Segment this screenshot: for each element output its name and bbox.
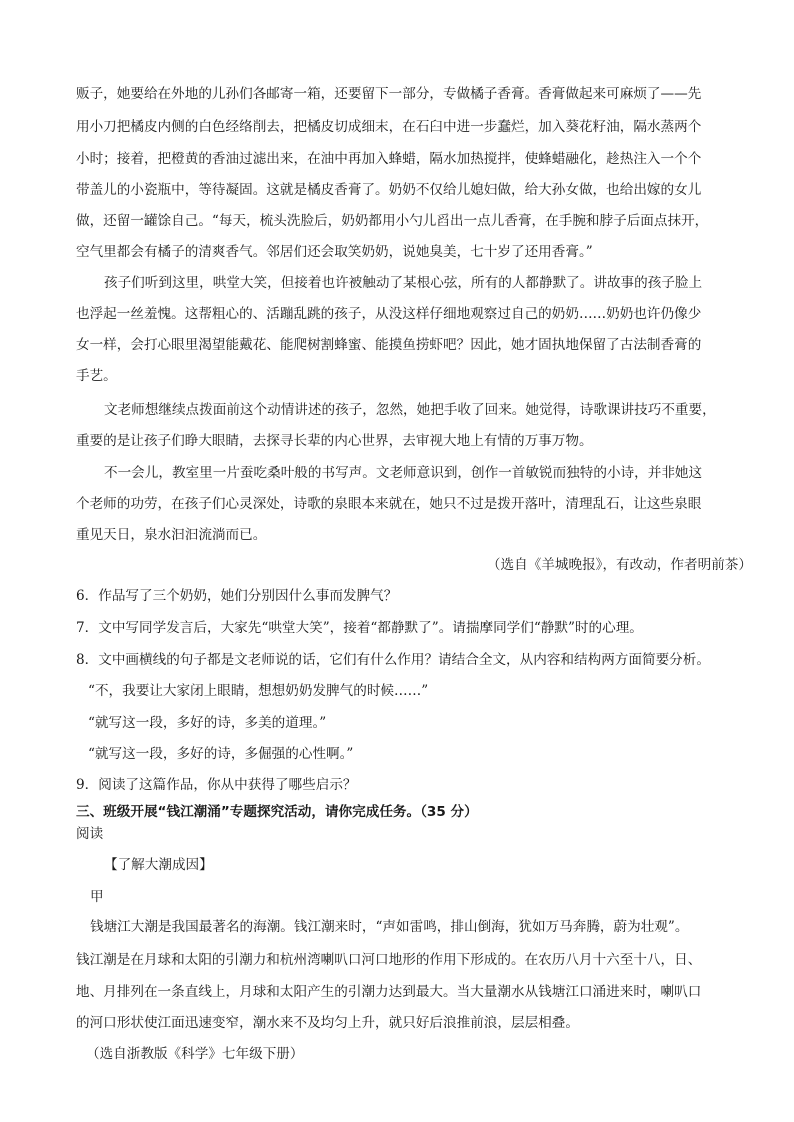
text-line: 女一样，会打心眼里渴望能戴花、能爬树割蜂蜜、能摸鱼捞虾吧？因此，她才固执地保留了古法制香膏的 bbox=[76, 337, 702, 353]
story-source: （选自《羊城晚报》，有改动，作者明前茶） bbox=[486, 557, 752, 573]
text-line: 重要的是让孩子们睁大眼睛，去探寻长辈的内心世界，去审视大地上有情的万事万物。 bbox=[76, 433, 593, 449]
question-8-quote: “就写这一段，多好的诗，多倔强的心性啊。” bbox=[88, 746, 354, 762]
text-line: 贩子，她要给在外地的儿孙们各邮寄一箱，还要留下一部分，专做橘子香膏。香膏做起来可麻烦了——先 bbox=[76, 86, 702, 102]
text-line: 文老师想继续点拨面前这个动情讲述的孩子，忽然，她把手收了回来。她觉得，诗歌课讲技巧不重要， bbox=[104, 402, 716, 418]
text-line: 钱塘江大潮是我国最著名的海潮。钱江潮来时，“声如雷鸣，排山倒海，犹如万马奔腾，蔚为壮观”。 bbox=[90, 919, 689, 935]
text-line: 孩子们听到这里，哄堂大笑，但接着也许被触动了某根心弦，所有的人都静默了。讲故事的孩子脸上 bbox=[104, 275, 703, 291]
text-line: 个老师的功劳，在孩子们心灵深处，诗歌的泉眼本来就在，她只不过是拨开落叶，清理乱石，让这些泉眼 bbox=[76, 496, 702, 512]
text-line: 小时；接着，把橙黄的香油过滤出来，在油中再加入蜂蜡，隔水加热搅拌，使蜂蜡融化，趁热注入一个个 bbox=[76, 151, 702, 167]
text-line: 的河口形状使江面迅速变窄，潮水来不及均匀上升，就只好后浪推前浪，层层相叠。 bbox=[76, 1015, 579, 1031]
question-8: 8．文中画横线的句子都是文老师说的话，它们有什么作用？请结合全文，从内容和结构两方面简要分析。 bbox=[76, 652, 710, 668]
text-line: 手艺。 bbox=[76, 368, 117, 384]
question-8-quote: “就写这一段，多好的诗，多美的道理。” bbox=[88, 715, 327, 731]
text-line: 做，还留一罐馀自己。“每天，梳头洗脸后，奶奶都用小勺儿舀出一点儿香膏，在手腕和脖子后面点抹开， bbox=[76, 213, 709, 229]
question-6: 6．作品写了三个奶奶，她们分别因什么事而发脾气？ bbox=[76, 588, 398, 604]
text-line: 带盖儿的小瓷瓶中，等待凝固。这就是橘皮香膏了。奶奶不仅给儿媳妇做，给大孙女做，也给出嫁的女儿 bbox=[76, 182, 702, 198]
text-line: 用小刀把橘皮内侧的白色经络削去，把橘皮切成细末，在石臼中进一步蠢烂，加入葵花籽油，隔水蒸两个 bbox=[76, 119, 702, 135]
subheading: 【了解大潮成因】 bbox=[104, 857, 213, 873]
question-7: 7．文中写同学发言后，大家先“哄堂大笑”，接着“都静默了”。请揣摩同学们“静默”时的心理。 bbox=[76, 620, 643, 636]
text-line: 也浮起一丝羞愧。这帮粗心的、活蹦乱跳的孩子，从没这样仔细地观察过自己的奶奶……奶奶也许仍像少 bbox=[76, 306, 702, 322]
part-label-jia: 甲 bbox=[90, 889, 104, 905]
text-line: 空气里都会有橘子的清爽香气。邻居们还会取笑奶奶，说她臭美，七十岁了还用香膏。” bbox=[76, 244, 593, 260]
question-9: 9．阅读了这篇作品，你从中获得了哪些启示？ bbox=[76, 777, 357, 793]
text-line: 重见天日，泉水汩汩流淌而已。 bbox=[76, 527, 267, 543]
read-label: 阅读 bbox=[76, 826, 104, 842]
section-heading: 三、班级开展“钱江潮涌”专题探究活动，请你完成任务。（35 分） bbox=[76, 804, 478, 820]
text-line: 地、月排列在一条直线上，月球和太阳产生的引潮力达到最大。当大量潮水从钱塘江口涌进来时，喇叭口 bbox=[76, 984, 702, 1000]
text-line: 不一会儿，教室里一片蚕吃桑叶般的书写声。文老师意识到，创作一首敏锐而独特的小诗，并非她这 bbox=[104, 465, 703, 481]
text-line: 钱江潮是在月球和太阳的引潮力和杭州湾喇叭口河口地形的作用下形成的。在农历八月十六至十八，日、 bbox=[76, 952, 702, 968]
question-8-quote: “不，我要让大家闭上眼睛，想想奶奶发脾气的时候……” bbox=[88, 683, 429, 699]
science-source: （选自浙教版《科学》七年级下册） bbox=[86, 1046, 304, 1062]
